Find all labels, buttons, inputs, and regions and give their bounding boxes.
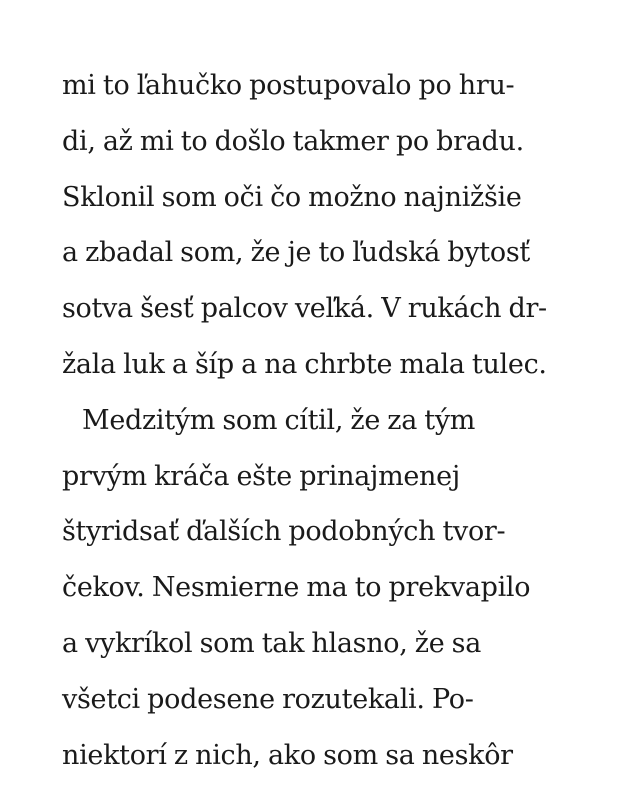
- text-line: a zbadal som, že je to ľudská bytosť: [62, 237, 530, 269]
- text-line: mi to ľahučko postupovalo po hru-: [62, 70, 515, 101]
- text-line: sotva šesť palcov veľká. V rukách dr-: [62, 293, 547, 325]
- text-line: niektorí z nich, ako som sa neskôr: [62, 739, 513, 771]
- text-line: a vykríkol som tak hlasno, že sa: [62, 627, 482, 659]
- text-line: všetci podesene rozutekali. Po-: [62, 683, 474, 715]
- text-line: štyridsať ďalších podobných tvor-: [62, 516, 506, 548]
- text-line: žala luk a šíp a na chrbte mala tulec.: [62, 348, 547, 380]
- text-line: Sklonil som oči čo možno najnižšie: [62, 181, 522, 213]
- text-line: di, až mi to došlo takmer po bradu.: [62, 125, 524, 157]
- book-page-text: [62, 58, 602, 783]
- text-line: čekov. Nesmierne ma to prekvapilo: [62, 572, 531, 604]
- paragraph-start-line: Medzitým som cítil, že za tým: [82, 404, 476, 436]
- text-line: prvým kráča ešte prinajmenej: [62, 460, 460, 492]
